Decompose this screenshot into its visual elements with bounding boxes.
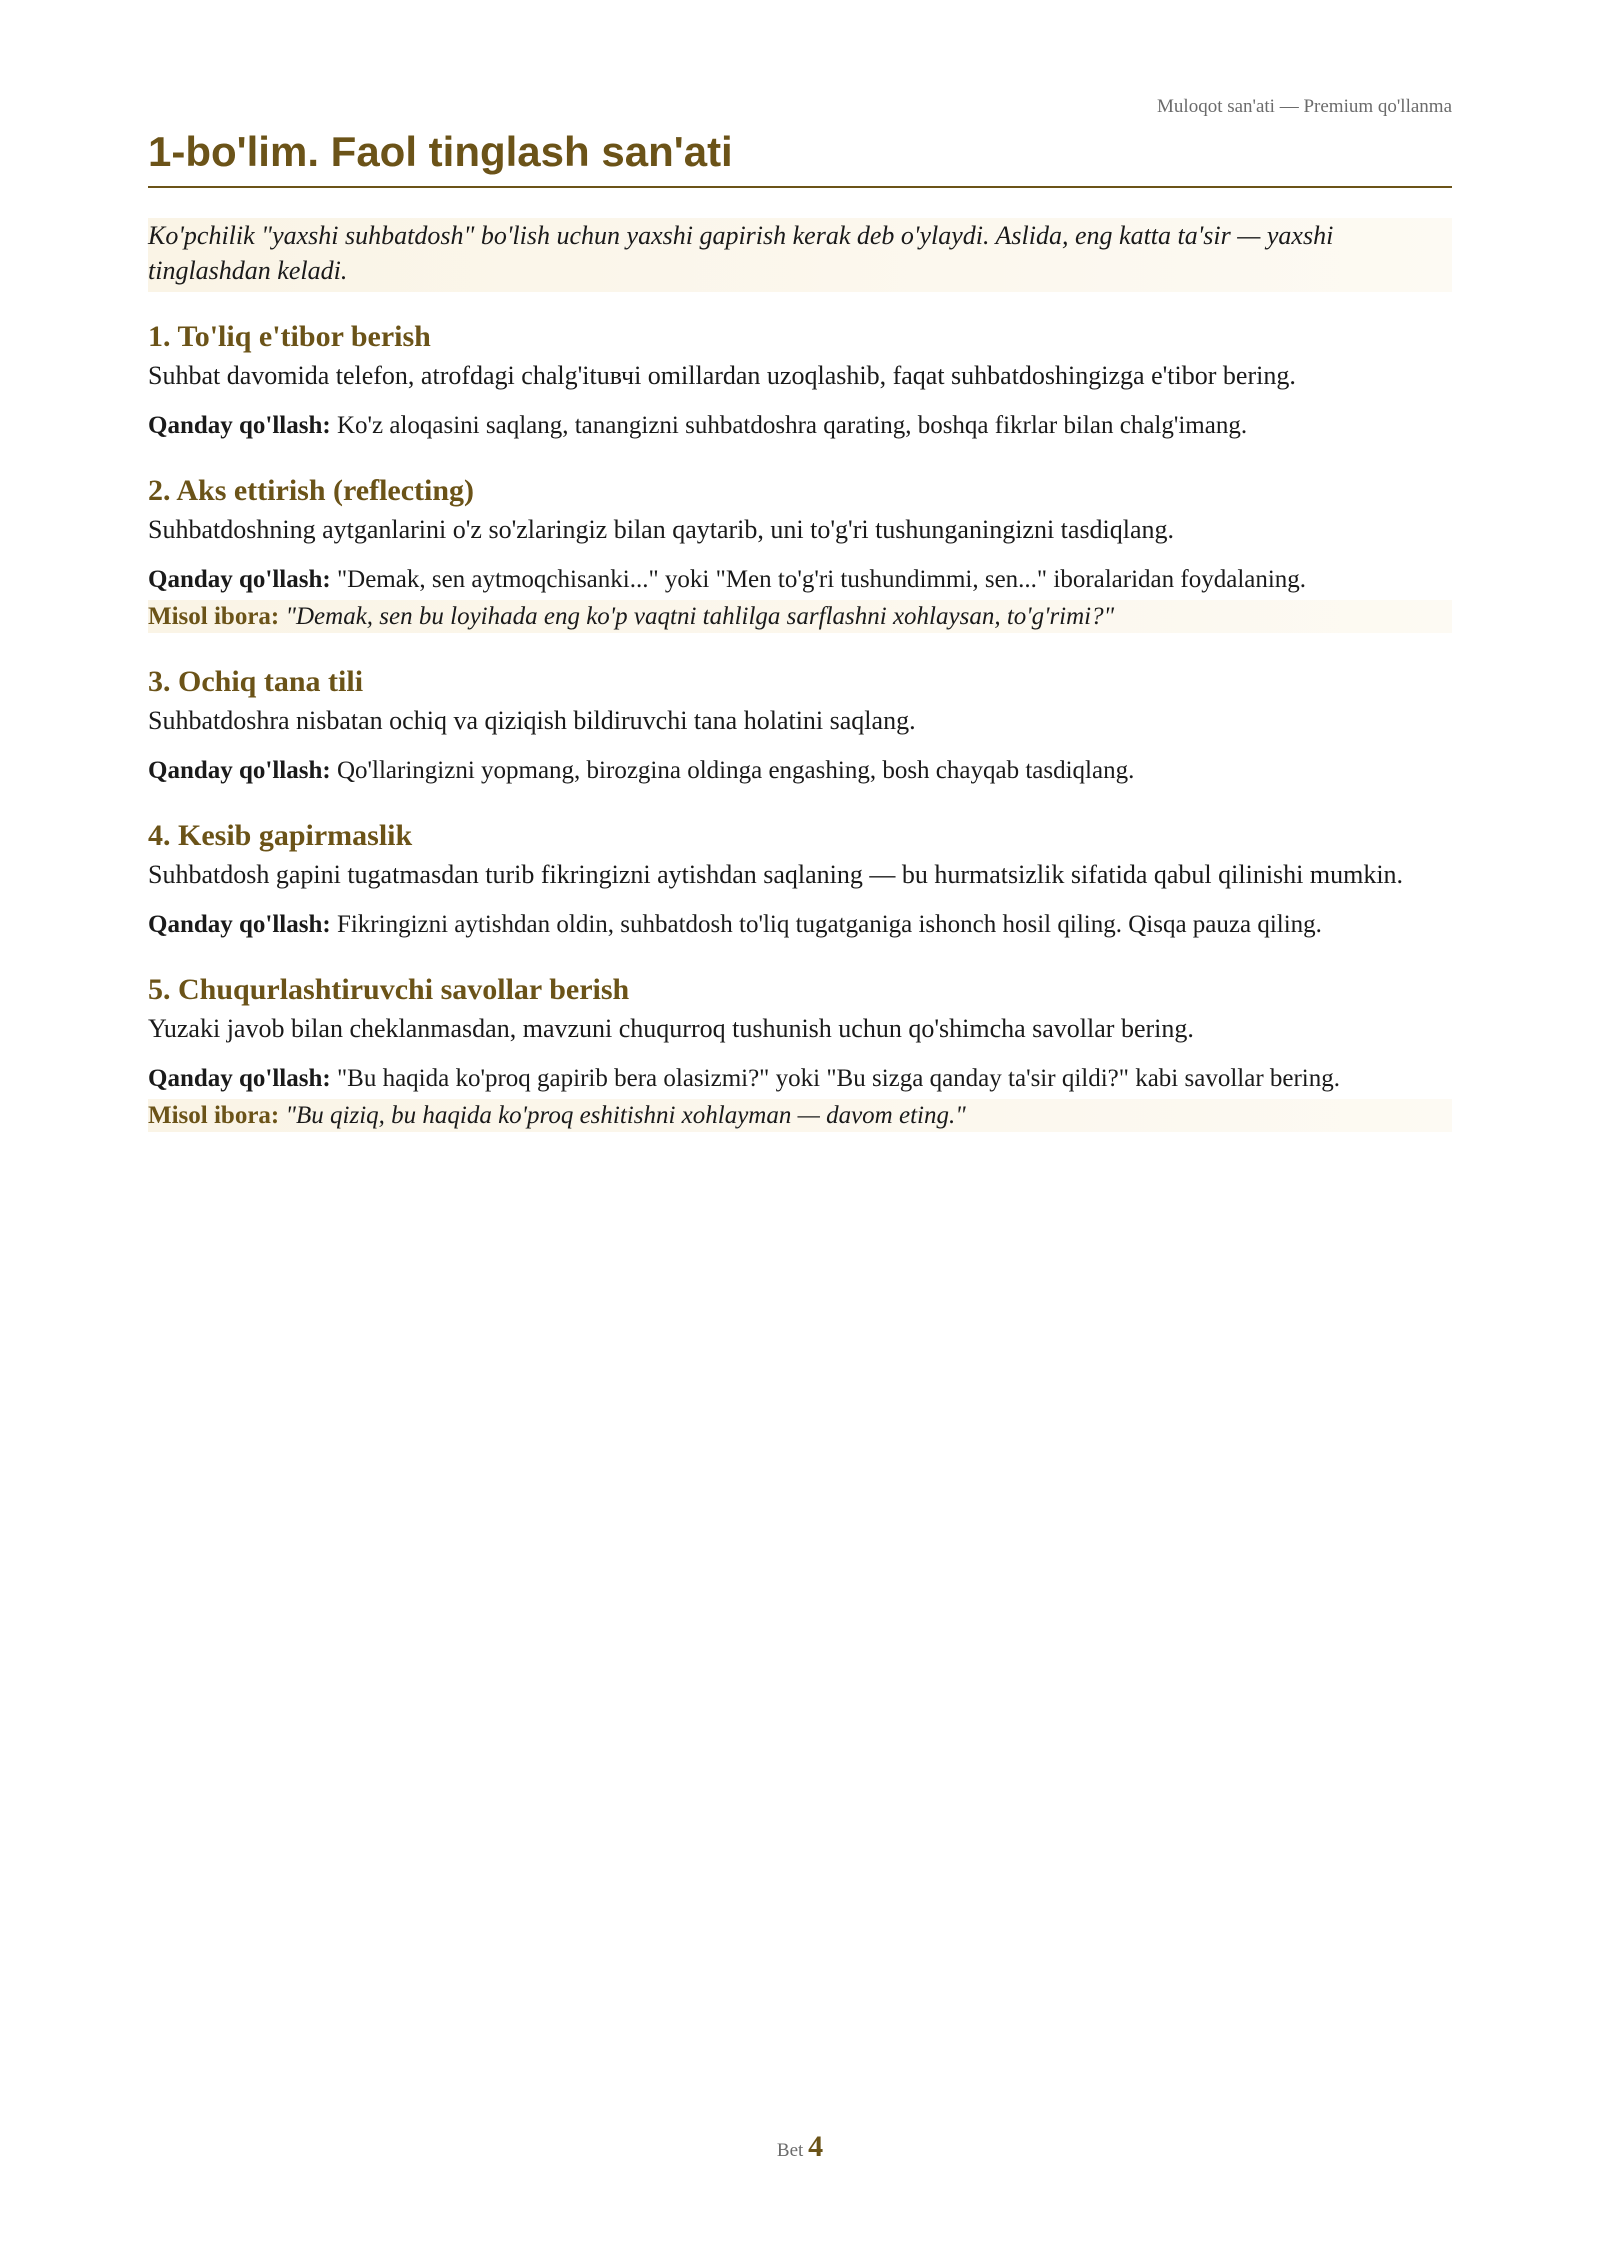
page-number: 4 [808,2130,824,2163]
running-header: Muloqot san'ati — Premium qo'llanma [1157,96,1452,117]
section-text: Yuzaki javob bilan cheklanmasdan, mavzuni chuqurroq tushunish uchun qo'shimcha savollar bering. [148,1014,1194,1043]
example-quote: "Bu qiziq, bu haqida ko'proq eshitishni xohlayman — davom eting." [279,1102,966,1129]
howto-label: Qanday qo'llash: [148,757,331,784]
howto-paragraph [148,908,1452,941]
example-label: Misol ibora: [148,603,280,630]
example-phrase [148,1099,1452,1132]
chapter-title: 1-bo'lim. Faol tinglash san'ati [148,128,1452,188]
section-title: 1. To'liq e'tibor berish [148,320,431,353]
page-content [148,128,1452,1132]
example-phrase [148,600,1452,633]
howto-paragraph [148,1062,1452,1095]
section-title: 2. Aks ettirish (reflecting) [148,474,475,507]
section-2 [148,474,1452,633]
howto-text: "Demak, sen aytmoqchisanki..." yoki "Men to'g'ri tushundimmi, sen..." iboralaridan foydalaning. [330,566,1307,593]
section-text: Suhbatdoshra nisbatan ochiq va qiziqish bildiruvchi tana holatini saqlang. [148,706,916,735]
section-text: Suhbat davomida telefon, atrofdagi chalg'ituвчi omillardan uzoqlashib, faqat suhbatdoshingizga e'tibor bering. [148,361,1296,390]
howto-label: Qanday qo'llash: [148,911,331,938]
howto-text: Fikringizni aytishdan oldin, suhbatdosh to'liq tugatganiga ishonch hosil qiling. Qisqa pauza qiling. [330,911,1322,938]
howto-label: Qanday qo'llash: [148,412,331,439]
section-3 [148,665,1452,787]
section-text: Suhbatdosh gapini tugatmasdan turib fikringizni aytishdan saqlaning — bu hurmatsizlik sifatida qabul qilinishi mumkin. [148,860,1404,889]
chapter-intro: Ko'pchilik "yaxshi suhbatdosh" bo'lish uchun yaxshi gapirish kerak deb o'ylaydi. Aslida, eng katta ta'sir — yaxshi tinglashdan keladi. [148,218,1452,292]
page-label: Bet [776,2140,804,2161]
page-footer [0,2130,1600,2164]
example-quote: "Demak, sen bu loyihada eng ko'p vaqtni tahlilga sarflashni xohlaysan, to'g'rimi?" [279,603,1115,630]
section-title: 5. Chuqurlashtiruvchi savollar berish [148,973,630,1006]
howto-text: "Bu haqida ko'proq gapirib bera olasizmi?" yoki "Bu sizga qanday ta'sir qildi?" kabi savollar bering. [330,1065,1341,1092]
howto-paragraph [148,754,1452,787]
howto-label: Qanday qo'llash: [148,1065,331,1092]
howto-paragraph [148,409,1452,442]
section-4 [148,819,1452,941]
section-5 [148,973,1452,1132]
section-title: 4. Kesib gapirmaslik [148,819,413,852]
section-1 [148,320,1452,442]
example-label: Misol ibora: [148,1102,280,1129]
howto-text: Qo'llaringizni yopmang, birozgina oldinga engashing, bosh chayqab tasdiqlang. [330,757,1135,784]
section-title: 3. Ochiq tana tili [148,665,364,698]
section-text: Suhbatdoshning aytganlarini o'z so'zlaringiz bilan qaytarib, uni to'g'ri tushunganingizni tasdiqlang. [148,515,1175,544]
howto-label: Qanday qo'llash: [148,566,331,593]
howto-paragraph [148,563,1452,596]
howto-text: Ko'z aloqasini saqlang, tanangizni suhbatdoshra qarating, boshqa fikrlar bilan chalg'imang. [330,412,1248,439]
